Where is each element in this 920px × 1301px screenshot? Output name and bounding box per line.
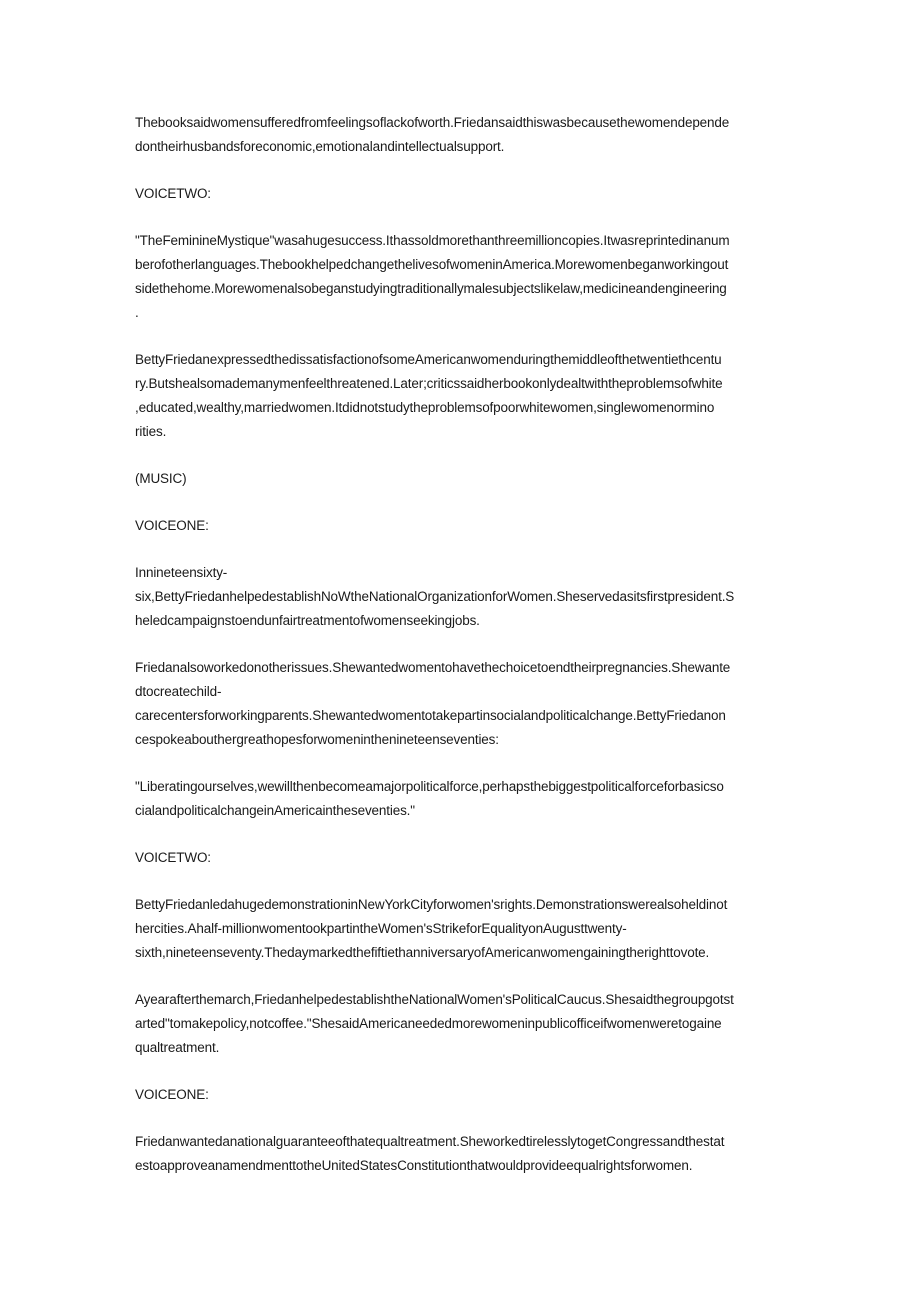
paragraph-line: VOICETWO: (135, 850, 211, 865)
paragraph-line: arted"tomakepolicy,notcoffee."ShesaidAmericaneededmorewomeninpublicofficeifwomenweretogaine (135, 1016, 722, 1031)
paragraph-line: Thebooksaidwomensufferedfromfeelingsoflackofworth.Friedansaidthiswasbecausethewomendepende (135, 115, 730, 130)
paragraph-line: berofotherlanguages.ThebookhelpedchangethelivesofwomeninAmerica.Morewomenbeganworkingout (135, 257, 729, 272)
paragraph-line: "TheFeminineMystique"wasahugesuccess.Ithassoldmorethanthreemillioncopies.Itwasreprintedinanum (135, 233, 730, 248)
paragraph-line: VOICEONE: (135, 518, 209, 533)
document-paragraph (135, 111, 787, 159)
paragraph-line: BettyFriedanexpressedthedissatisfactionofsomeAmericanwomenduringthemiddleofthetwentiethcentu (135, 352, 722, 367)
paragraph-line: Innineteensixty- (135, 565, 228, 580)
paragraph-line: heledcampaignstoendunfairtreatmentofwomenseekingjobs. (135, 613, 480, 628)
paragraph-line: ry.Butshealsomademanymenfeelthreatened.Later;criticssaidherbookonlydealtwiththeproblemsofwhite (135, 376, 723, 391)
paragraph-line: sixth,nineteenseventy.ThedaymarkedthefiftiethanniversaryofAmericanwomengainingtherighttovote. (135, 945, 710, 960)
paragraph-line: (MUSIC) (135, 471, 187, 486)
document-paragraph (135, 1130, 787, 1178)
paragraph-line: hercities.Ahalf-millionwomentookpartintheWomen'sStrikeforEqualityonAugusttwenty- (135, 921, 627, 936)
document-paragraph (135, 182, 787, 206)
paragraph-line: qualtreatment. (135, 1040, 220, 1055)
paragraph-line: cialandpoliticalchangeinAmericaintheseventies." (135, 803, 415, 818)
document-paragraph (135, 656, 787, 752)
document-paragraph (135, 846, 787, 870)
document-paragraph (135, 775, 787, 823)
paragraph-line: Friedanalsoworkedonotherissues.Shewantedwomentohavethechoicetoendtheirpregnancies.Shewante (135, 660, 731, 675)
document-paragraph (135, 988, 787, 1060)
paragraph-line: six,BettyFriedanhelpedestablishNoWtheNationalOrganizationforWomen.Sheservedasitsfirstpresident.S (135, 589, 735, 604)
paragraph-line: dontheirhusbandsforeconomic,emotionalandintellectualsupport. (135, 139, 505, 154)
paragraph-line: "Liberatingourselves,wewillthenbecomeamajorpoliticalforce,perhapsthebiggestpoliticalforceforbasicso (135, 779, 724, 794)
document-paragraph (135, 1083, 787, 1107)
document-page (135, 111, 787, 1201)
paragraph-line: . (135, 305, 139, 320)
paragraph-line: ,educated,wealthy,marriedwomen.Itdidnotstudytheproblemsofpoorwhitewomen,singlewomenormino (135, 400, 715, 415)
paragraph-line: sidethehome.Morewomenalsobeganstudyingtraditionallymalesubjectslikelaw,medicineandengineering (135, 281, 727, 296)
paragraph-line: estoapproveanamendmenttotheUnitedStatesConstitutionthatwouldprovideequalrightsforwomen. (135, 1158, 693, 1173)
document-paragraph (135, 561, 787, 633)
paragraph-line: Ayearafterthemarch,FriedanhelpedestablishtheNationalWomen'sPoliticalCaucus.Shesaidthegroupgotst (135, 992, 734, 1007)
document-paragraph (135, 467, 787, 491)
paragraph-line: VOICETWO: (135, 186, 211, 201)
paragraph-line: Friedanwantedanationalguaranteeofthatequaltreatment.SheworkedtirelesslytogetCongressandthestat (135, 1134, 725, 1149)
document-paragraph (135, 348, 787, 444)
paragraph-line: cespokeabouthergreathopesforwomeninthenineteenseventies: (135, 732, 499, 747)
paragraph-line: rities. (135, 424, 167, 439)
paragraph-line: BettyFriedanledahugedemonstrationinNewYorkCityforwomen'srights.Demonstrationswerealsoheldinot (135, 897, 728, 912)
document-paragraph (135, 893, 787, 965)
document-paragraph (135, 514, 787, 538)
paragraph-line: VOICEONE: (135, 1087, 209, 1102)
paragraph-line: dtocreatechild- (135, 684, 222, 699)
paragraph-line: carecentersforworkingparents.Shewantedwomentotakepartinsocialandpoliticalchange.BettyFriedanon (135, 708, 726, 723)
document-paragraph (135, 229, 787, 325)
